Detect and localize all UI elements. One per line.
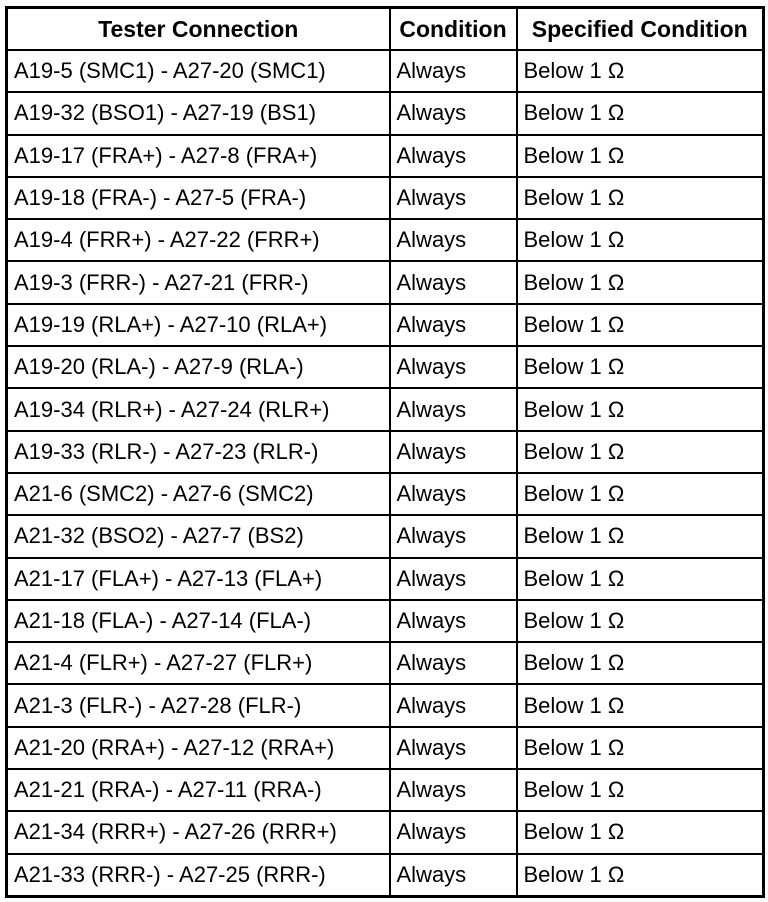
table-row [7, 219, 764, 261]
table-row [7, 515, 764, 557]
table-row [7, 558, 764, 600]
table-row [7, 600, 764, 642]
table-header [7, 8, 764, 51]
condition-cell: Always [390, 558, 517, 600]
specified-condition-cell: Below 1 Ω [517, 177, 764, 219]
condition-cell: Always [390, 177, 517, 219]
condition-cell: Always [390, 642, 517, 684]
table-row [7, 769, 764, 811]
specified-condition-cell: Below 1 Ω [517, 727, 764, 769]
condition-cell: Always [390, 50, 517, 92]
specified-condition-cell: Below 1 Ω [517, 92, 764, 134]
specified-condition-cell: Below 1 Ω [517, 135, 764, 177]
condition-cell: Always [390, 600, 517, 642]
tester-connection-cell: A21-3 (FLR-) - A27-28 (FLR-) [7, 684, 390, 726]
table-row [7, 642, 764, 684]
specified-condition-cell: Below 1 Ω [517, 346, 764, 388]
condition-cell: Always [390, 431, 517, 473]
tester-connection-cell: A21-20 (RRA+) - A27-12 (RRA+) [7, 727, 390, 769]
specified-condition-cell: Below 1 Ω [517, 431, 764, 473]
tester-connection-cell: A19-33 (RLR-) - A27-23 (RLR-) [7, 431, 390, 473]
condition-cell: Always [390, 304, 517, 346]
tester-connection-cell: A21-32 (BSO2) - A27-7 (BS2) [7, 515, 390, 557]
tester-connection-cell: A21-6 (SMC2) - A27-6 (SMC2) [7, 473, 390, 515]
condition-cell: Always [390, 346, 517, 388]
specified-condition-cell: Below 1 Ω [517, 684, 764, 726]
table-row [7, 431, 764, 473]
condition-cell: Always [390, 684, 517, 726]
tester-connection-cell: A21-34 (RRR+) - A27-26 (RRR+) [7, 811, 390, 853]
specified-condition-cell: Below 1 Ω [517, 558, 764, 600]
tester-connection-cell: A19-18 (FRA-) - A27-5 (FRA-) [7, 177, 390, 219]
tester-connection-cell: A21-21 (RRA-) - A27-11 (RRA-) [7, 769, 390, 811]
tester-connection-cell: A19-17 (FRA+) - A27-8 (FRA+) [7, 135, 390, 177]
tester-connection-cell: A19-34 (RLR+) - A27-24 (RLR+) [7, 388, 390, 430]
specified-condition-cell: Below 1 Ω [517, 854, 764, 897]
condition-cell: Always [390, 92, 517, 134]
tester-connection-table [5, 6, 765, 898]
condition-cell: Always [390, 727, 517, 769]
specified-condition-cell: Below 1 Ω [517, 642, 764, 684]
table-row [7, 50, 764, 92]
tester-connection-cell: A19-5 (SMC1) - A27-20 (SMC1) [7, 50, 390, 92]
table-row [7, 346, 764, 388]
specified-condition-cell: Below 1 Ω [517, 304, 764, 346]
specified-condition-cell: Below 1 Ω [517, 261, 764, 303]
table-row [7, 854, 764, 897]
table-row [7, 388, 764, 430]
condition-cell: Always [390, 769, 517, 811]
table-row [7, 135, 764, 177]
condition-cell: Always [390, 515, 517, 557]
table-row [7, 684, 764, 726]
header-row [7, 8, 764, 51]
table-row [7, 261, 764, 303]
table-row [7, 304, 764, 346]
condition-cell: Always [390, 811, 517, 853]
tester-connection-cell: A21-33 (RRR-) - A27-25 (RRR-) [7, 854, 390, 897]
condition-cell: Always [390, 854, 517, 897]
specified-condition-cell: Below 1 Ω [517, 50, 764, 92]
table-row [7, 177, 764, 219]
specified-condition-cell: Below 1 Ω [517, 388, 764, 430]
table-row [7, 92, 764, 134]
condition-cell: Always [390, 135, 517, 177]
specified-condition-cell: Below 1 Ω [517, 811, 764, 853]
condition-cell: Always [390, 261, 517, 303]
tester-connection-cell: A19-19 (RLA+) - A27-10 (RLA+) [7, 304, 390, 346]
specified-condition-cell: Below 1 Ω [517, 769, 764, 811]
header-condition: Condition [390, 8, 517, 51]
condition-cell: Always [390, 473, 517, 515]
tester-connection-cell: A21-17 (FLA+) - A27-13 (FLA+) [7, 558, 390, 600]
table-body [7, 50, 764, 896]
specified-condition-cell: Below 1 Ω [517, 515, 764, 557]
tester-connection-cell: A19-20 (RLA-) - A27-9 (RLA-) [7, 346, 390, 388]
tester-connection-cell: A21-18 (FLA-) - A27-14 (FLA-) [7, 600, 390, 642]
tester-connection-cell: A19-32 (BSO1) - A27-19 (BS1) [7, 92, 390, 134]
header-specified-condition: Specified Condition [517, 8, 764, 51]
table-row [7, 727, 764, 769]
condition-cell: Always [390, 219, 517, 261]
header-tester-connection: Tester Connection [7, 8, 390, 51]
tester-connection-cell: A19-3 (FRR-) - A27-21 (FRR-) [7, 261, 390, 303]
specified-condition-cell: Below 1 Ω [517, 219, 764, 261]
tester-connection-cell: A21-4 (FLR+) - A27-27 (FLR+) [7, 642, 390, 684]
table-row [7, 473, 764, 515]
specified-condition-cell: Below 1 Ω [517, 600, 764, 642]
specified-condition-cell: Below 1 Ω [517, 473, 764, 515]
condition-cell: Always [390, 388, 517, 430]
tester-connection-cell: A19-4 (FRR+) - A27-22 (FRR+) [7, 219, 390, 261]
table-row [7, 811, 764, 853]
